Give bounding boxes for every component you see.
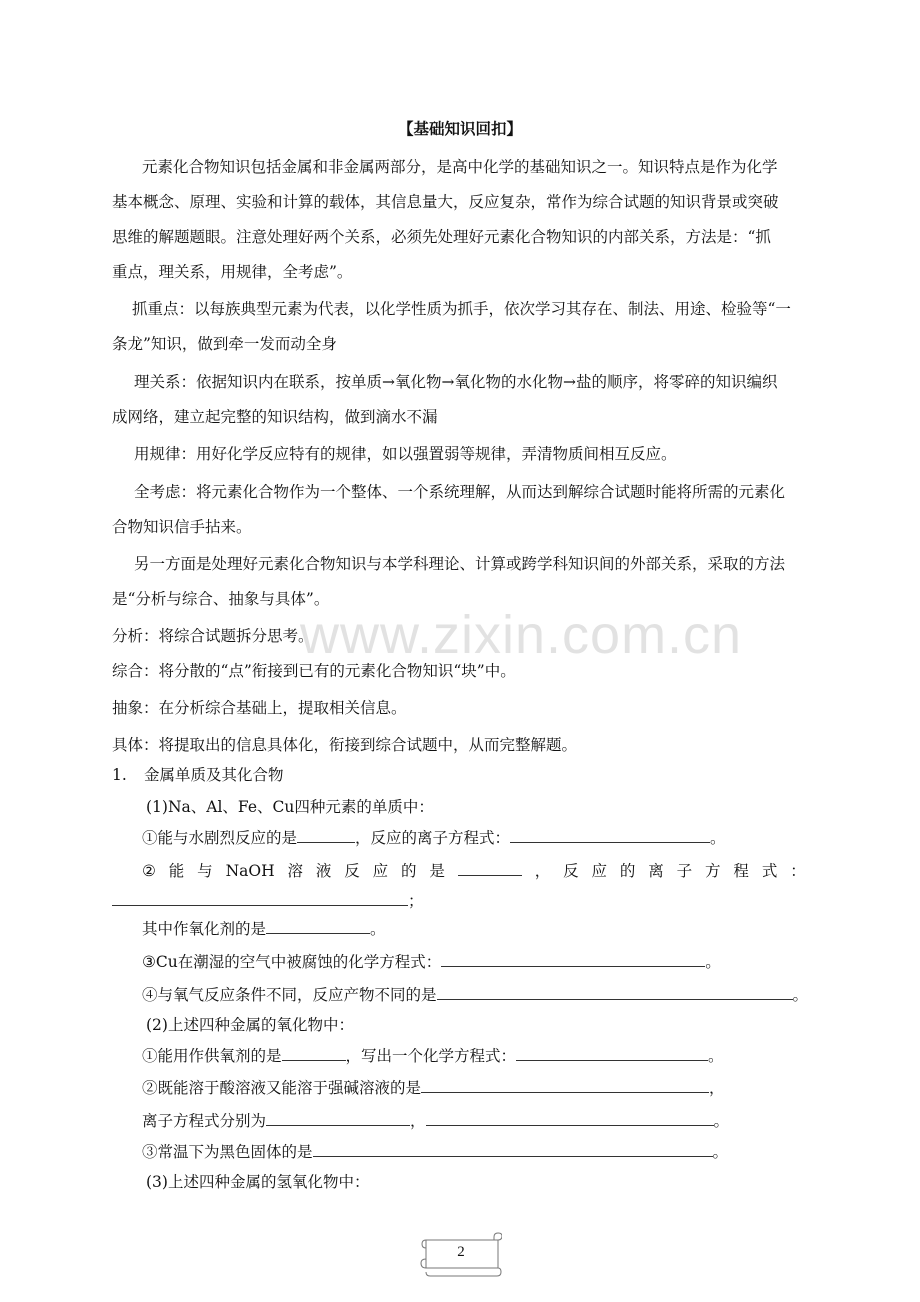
intro-line-1: 元素化合物知识包括金属和非金属两部分，是高中化学的基础知识之一。知识特点是作为化学 xyxy=(142,158,778,176)
q2-heading: (2)上述四种金属的氧化物中： xyxy=(146,1016,354,1034)
q2-item-1-equation-blank[interactable] xyxy=(516,1045,708,1061)
section-title: 金属单质及其化合物 xyxy=(144,766,284,784)
q2-item-2-blank[interactable] xyxy=(421,1077,709,1093)
page-title: 【基础知识回扣】 xyxy=(397,119,522,138)
zhua-line-2: 条龙”知识，做到牵一发而动全身 xyxy=(112,335,337,353)
intro-line-3: 思维的解题题眼。注意处理好两个关系，必须先处理好元素化合物知识的内部关系，方法是：“抓 xyxy=(112,228,771,246)
other-line-2: 是“分析与综合、抽象与具体”。 xyxy=(112,590,330,608)
section-number: 1. xyxy=(112,766,127,784)
q1-item-2-line: ② 能 与 NaOH 溶 液 反 应 的 是 ， 反 应 的 离 子 方 程 式 ： xyxy=(142,862,806,880)
zonghe-line: 综合：将分散的“点”衔接到已有的元素化合物知识“块”中。 xyxy=(112,662,516,680)
q1-item-2-blank[interactable] xyxy=(458,860,522,876)
q1-item-1-blank[interactable] xyxy=(297,827,355,843)
intro-line-4: 重点，理关系，用规律，全考虑”。 xyxy=(112,263,353,281)
zhua-line-1: 抓重点：以每族典型元素为代表，以化学性质为抓手，依次学习其存在、制法、用途、检验等“一 xyxy=(132,300,791,318)
q1-item-1-prompt-2: ，反应的离子方程式： xyxy=(355,829,511,847)
other-line-1: 另一方面是处理好元素化合物知识与本学科理论、计算或跨学科知识间的外部关系，采取的方法 xyxy=(134,555,786,573)
watermark: www.zixin.com.cn xyxy=(300,605,743,665)
q1-item-3-blank[interactable] xyxy=(441,951,705,967)
q2-item-3-blank[interactable] xyxy=(313,1141,713,1157)
quan-line-2: 合物知识信手拈来。 xyxy=(112,518,252,536)
q1-oxidant-line: 其中作氧化剂的是 。 xyxy=(142,920,386,938)
li-line-1: 理关系：依据知识内在联系，按单质→氧化物→氧化物的水化物→盐的顺序，将零碎的知识编织 xyxy=(134,373,778,391)
q1-item-1-prompt: ①能与水剧烈反应的是 xyxy=(142,829,298,847)
q2-item-2: ②既能溶于酸溶液又能溶于强碱溶液的是 ， xyxy=(142,1079,725,1097)
q1-item-4: ④与氧气反应条件不同，反应产物不同的是 。 xyxy=(142,986,809,1004)
q1-item-1: ①能与水剧烈反应的是 ，反应的离子方程式： 。 xyxy=(142,829,726,847)
chouxiang-line: 抽象：在分析综合基础上，提取相关信息。 xyxy=(112,699,407,717)
q1-item-4-blank[interactable] xyxy=(437,984,793,1000)
page-number: 2 xyxy=(457,1244,465,1260)
page-number-scroll xyxy=(420,1232,502,1278)
q1-oxidant-blank[interactable] xyxy=(266,918,370,934)
q3-heading: (3)上述四种金属的氢氧化物中： xyxy=(146,1173,370,1191)
q1-item-2-line-2: ； xyxy=(112,890,424,912)
q2-ionic-line: 离子方程式分别为 ， 。 xyxy=(142,1112,730,1130)
q1-heading: (1)Na、Al、Fe、Cu四种元素的单质中： xyxy=(146,798,434,816)
quan-line-1: 全考虑：将元素化合物作为一个整体、一个系统理解，从而达到解综合试题时能将所需的元素化 xyxy=(134,483,786,501)
li-line-2: 成网络，建立起完整的知识结构，做到滴水不漏 xyxy=(112,408,438,426)
q2-item-1-blank[interactable] xyxy=(282,1045,346,1061)
q2-ionic-blank-2[interactable] xyxy=(426,1110,714,1126)
q2-item-1: ①能用作供氧剂的是 ，写出一个化学方程式： 。 xyxy=(142,1047,724,1065)
q1-item-1-equation-blank[interactable] xyxy=(510,827,710,843)
yong-line: 用规律：用好化学反应特有的规律，如以强置弱等规律，弄清物质间相互反应。 xyxy=(134,445,677,463)
fenxi-line: 分析：将综合试题拆分思考。 xyxy=(112,627,314,645)
q2-item-3: ③常温下为黑色固体的是 。 xyxy=(142,1143,729,1161)
q1-item-3: ③Cu在潮湿的空气中被腐蚀的化学方程式： 。 xyxy=(142,953,721,971)
intro-line-2: 基本概念、原理、实验和计算的载体，其信息量大，反应复杂，常作为综合试题的知识背景或突破 xyxy=(112,193,779,211)
q1-item-2-equation-blank[interactable] xyxy=(112,890,408,906)
juti-line: 具体：将提取出的信息具体化，衔接到综合试题中，从而完整解题。 xyxy=(112,736,578,754)
q2-ionic-blank-1[interactable] xyxy=(266,1110,410,1126)
